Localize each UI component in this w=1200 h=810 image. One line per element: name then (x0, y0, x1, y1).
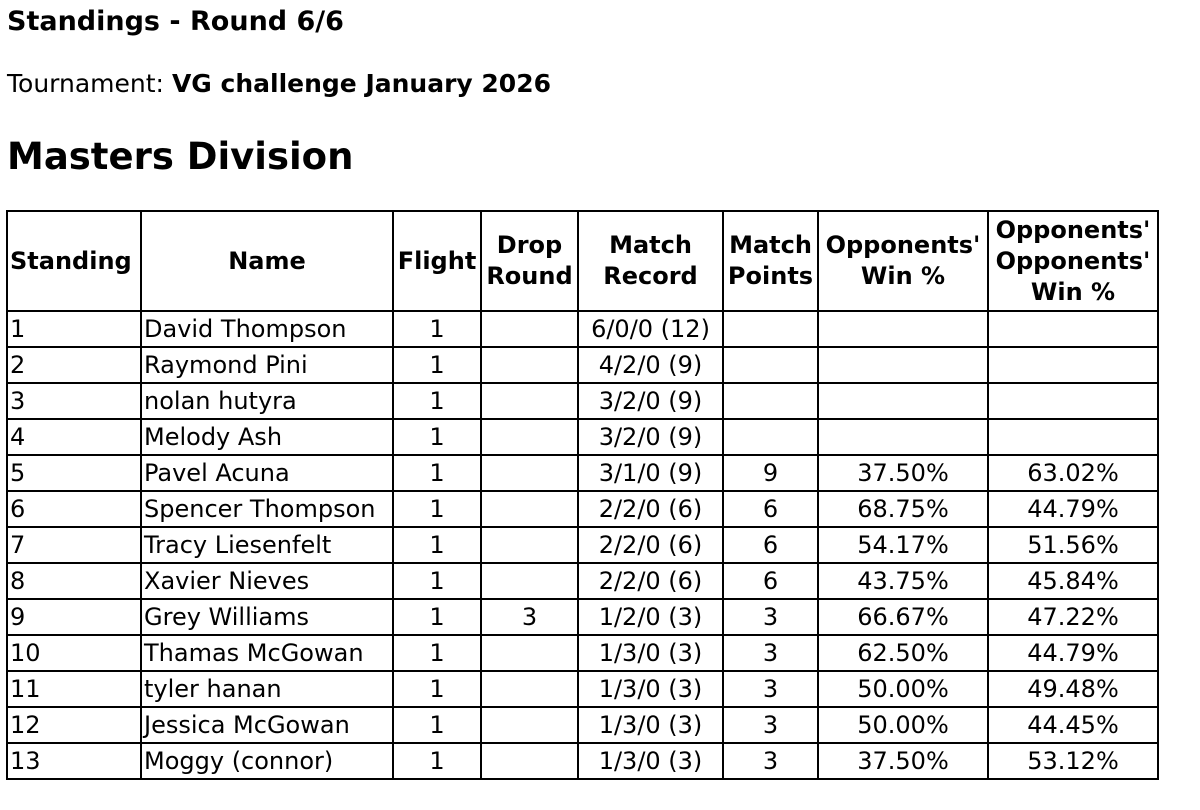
cell-drop-round (481, 635, 578, 671)
cell-flight: 1 (393, 419, 481, 455)
cell-drop-round: 3 (481, 599, 578, 635)
cell-match-record: 3/1/0 (9) (578, 455, 723, 491)
cell-standing: 3 (7, 383, 141, 419)
table-row (7, 491, 1158, 527)
cell-opponents-opponents-win (988, 419, 1158, 455)
cell-standing: 9 (7, 599, 141, 635)
cell-opponents-opponents-win: 44.79% (988, 491, 1158, 527)
cell-name: Thamas McGowan (141, 635, 393, 671)
cell-flight: 1 (393, 527, 481, 563)
table-row (7, 563, 1158, 599)
header-opponents-win: Opponents' Win % (818, 211, 988, 311)
cell-name: David Thompson (141, 311, 393, 347)
cell-drop-round (481, 527, 578, 563)
cell-name: Grey Williams (141, 599, 393, 635)
cell-match-points: 3 (723, 671, 818, 707)
cell-standing: 8 (7, 563, 141, 599)
cell-match-record: 2/2/0 (6) (578, 491, 723, 527)
cell-opponents-win: 50.00% (818, 707, 988, 743)
cell-match-points: 6 (723, 491, 818, 527)
cell-match-points: 9 (723, 455, 818, 491)
cell-match-points: 6 (723, 563, 818, 599)
table-row (7, 707, 1158, 743)
standings-table (6, 210, 1159, 780)
cell-flight: 1 (393, 743, 481, 779)
cell-opponents-win (818, 347, 988, 383)
cell-match-points: 3 (723, 743, 818, 779)
cell-standing: 11 (7, 671, 141, 707)
cell-opponents-opponents-win (988, 347, 1158, 383)
cell-drop-round (481, 707, 578, 743)
cell-drop-round (481, 671, 578, 707)
cell-match-record: 4/2/0 (9) (578, 347, 723, 383)
cell-standing: 10 (7, 635, 141, 671)
cell-opponents-opponents-win: 53.12% (988, 743, 1158, 779)
cell-name: Pavel Acuna (141, 455, 393, 491)
cell-flight: 1 (393, 455, 481, 491)
cell-drop-round (481, 491, 578, 527)
cell-drop-round (481, 743, 578, 779)
cell-standing: 4 (7, 419, 141, 455)
table-row (7, 311, 1158, 347)
cell-opponents-win: 43.75% (818, 563, 988, 599)
cell-name: Moggy (connor) (141, 743, 393, 779)
cell-opponents-win: 37.50% (818, 743, 988, 779)
cell-match-points (723, 383, 818, 419)
table-row (7, 671, 1158, 707)
header-match-points: Match Points (723, 211, 818, 311)
cell-match-points (723, 311, 818, 347)
header-flight: Flight (393, 211, 481, 311)
cell-match-points: 6 (723, 527, 818, 563)
cell-opponents-opponents-win: 44.45% (988, 707, 1158, 743)
cell-flight: 1 (393, 563, 481, 599)
cell-match-record: 1/2/0 (3) (578, 599, 723, 635)
table-row (7, 383, 1158, 419)
cell-name: Melody Ash (141, 419, 393, 455)
cell-flight: 1 (393, 311, 481, 347)
table-row (7, 419, 1158, 455)
table-row (7, 455, 1158, 491)
cell-opponents-win: 54.17% (818, 527, 988, 563)
cell-match-record: 3/2/0 (9) (578, 383, 723, 419)
cell-flight: 1 (393, 347, 481, 383)
cell-match-points: 3 (723, 599, 818, 635)
cell-opponents-opponents-win: 44.79% (988, 635, 1158, 671)
cell-match-record: 1/3/0 (3) (578, 635, 723, 671)
cell-match-points: 3 (723, 707, 818, 743)
cell-opponents-opponents-win: 63.02% (988, 455, 1158, 491)
cell-match-points (723, 347, 818, 383)
header-name: Name (141, 211, 393, 311)
cell-name: nolan hutyra (141, 383, 393, 419)
page-title: Standings - Round 6/6 (7, 6, 344, 37)
tournament-line (7, 68, 551, 100)
cell-name: Jessica McGowan (141, 707, 393, 743)
cell-opponents-win: 68.75% (818, 491, 988, 527)
cell-standing: 7 (7, 527, 141, 563)
header-opponents-opponents-win: Opponents' Opponents' Win % (988, 211, 1158, 311)
header-row (7, 211, 1158, 311)
cell-flight: 1 (393, 383, 481, 419)
cell-name: Raymond Pini (141, 347, 393, 383)
cell-opponents-win: 62.50% (818, 635, 988, 671)
cell-opponents-opponents-win: 47.22% (988, 599, 1158, 635)
cell-opponents-win: 50.00% (818, 671, 988, 707)
cell-match-points (723, 419, 818, 455)
cell-name: Xavier Nieves (141, 563, 393, 599)
cell-drop-round (481, 419, 578, 455)
cell-match-record: 2/2/0 (6) (578, 563, 723, 599)
table-row (7, 599, 1158, 635)
division-title: Masters Division (7, 135, 354, 178)
cell-match-record: 1/3/0 (3) (578, 743, 723, 779)
table-row (7, 635, 1158, 671)
cell-match-record: 2/2/0 (6) (578, 527, 723, 563)
cell-flight: 1 (393, 671, 481, 707)
cell-standing: 6 (7, 491, 141, 527)
cell-match-points: 3 (723, 635, 818, 671)
cell-opponents-win: 37.50% (818, 455, 988, 491)
cell-flight: 1 (393, 491, 481, 527)
cell-name: tyler hanan (141, 671, 393, 707)
tournament-name: VG challenge January 2026 (171, 69, 551, 98)
cell-opponents-win: 66.67% (818, 599, 988, 635)
cell-flight: 1 (393, 707, 481, 743)
cell-match-record: 6/0/0 (12) (578, 311, 723, 347)
table-row (7, 347, 1158, 383)
cell-opponents-opponents-win: 51.56% (988, 527, 1158, 563)
cell-opponents-win (818, 419, 988, 455)
cell-standing: 12 (7, 707, 141, 743)
cell-name: Spencer Thompson (141, 491, 393, 527)
cell-opponents-opponents-win (988, 383, 1158, 419)
cell-name: Tracy Liesenfelt (141, 527, 393, 563)
cell-opponents-opponents-win (988, 311, 1158, 347)
cell-standing: 13 (7, 743, 141, 779)
cell-opponents-win (818, 383, 988, 419)
cell-opponents-win (818, 311, 988, 347)
cell-drop-round (481, 347, 578, 383)
header-match-record: Match Record (578, 211, 723, 311)
cell-drop-round (481, 311, 578, 347)
cell-flight: 1 (393, 635, 481, 671)
cell-standing: 5 (7, 455, 141, 491)
cell-drop-round (481, 455, 578, 491)
table-row (7, 743, 1158, 779)
table-row (7, 527, 1158, 563)
cell-standing: 1 (7, 311, 141, 347)
header-standing: Standing (7, 211, 141, 311)
cell-match-record: 1/3/0 (3) (578, 671, 723, 707)
cell-drop-round (481, 563, 578, 599)
tournament-label: Tournament: (7, 69, 164, 98)
standings-body (7, 311, 1158, 779)
cell-opponents-opponents-win: 45.84% (988, 563, 1158, 599)
cell-drop-round (481, 383, 578, 419)
cell-match-record: 3/2/0 (9) (578, 419, 723, 455)
header-drop-round: Drop Round (481, 211, 578, 311)
cell-standing: 2 (7, 347, 141, 383)
cell-opponents-opponents-win: 49.48% (988, 671, 1158, 707)
cell-flight: 1 (393, 599, 481, 635)
cell-match-record: 1/3/0 (3) (578, 707, 723, 743)
